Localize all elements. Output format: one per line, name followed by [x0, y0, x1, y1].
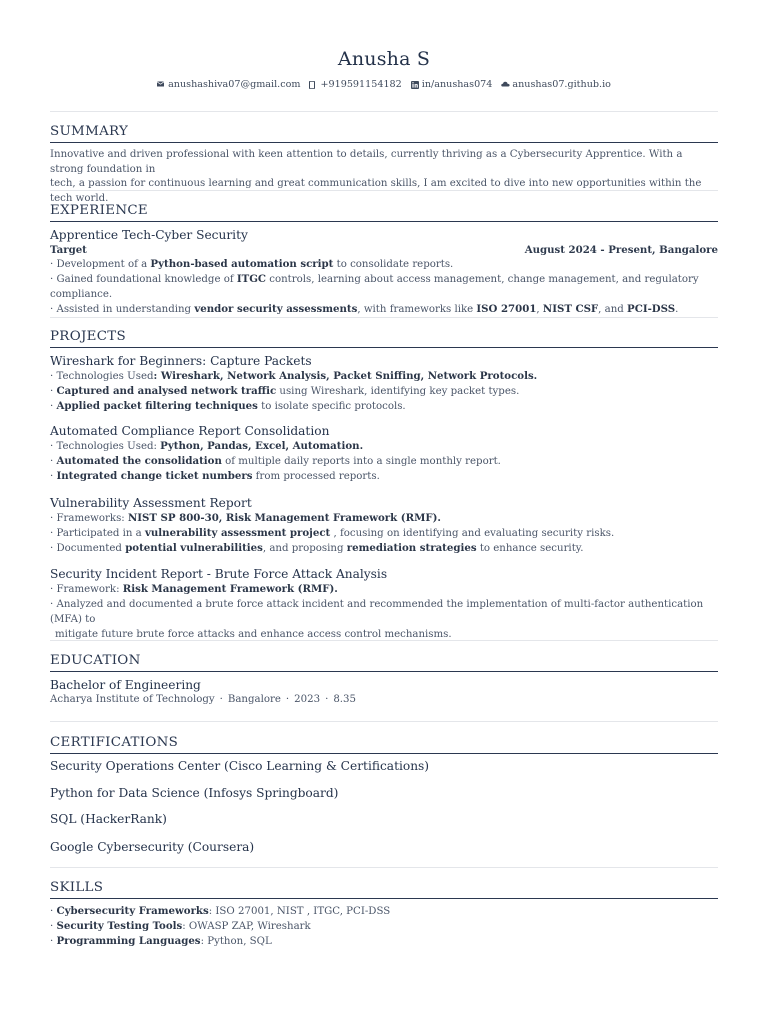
certification-item: Security Operations Center (Cisco Learning & Certifications) — [50, 759, 430, 773]
summary-text — [50, 148, 718, 206]
contact-website-text: anushas07.github.io — [512, 79, 611, 90]
institute-name: Acharya Institute of Technology — [50, 694, 215, 705]
list-item: · Frameworks: NIST SP 800-30, Risk Management Framework (RMF). — [50, 512, 441, 524]
list-item: · Cybersecurity Frameworks: ISO 27001, NIST , ITGC, PCI-DSS — [50, 905, 391, 917]
project-title: Security Incident Report - Brute Force Attack Analysis — [50, 567, 388, 581]
cloud-icon — [501, 81, 508, 88]
envelope-icon — [157, 81, 164, 88]
contact-bar — [50, 79, 718, 90]
job-date-location: August 2024 - Present, Bangalore — [524, 244, 718, 256]
list-item: · Gained foundational knowledge of ITGC controls, learning about access management, change management, and regulatory compliance. — [50, 273, 699, 300]
divider — [50, 721, 718, 722]
phone-icon — [309, 81, 316, 88]
divider — [50, 640, 718, 641]
linkedin-icon — [411, 81, 418, 88]
list-item: · Documented potential vulnerabilities, and proposing remediation strategies to enhance security. — [50, 542, 584, 554]
section-title-projects: PROJECTS — [50, 329, 718, 348]
section-title-skills: SKILLS — [50, 880, 718, 899]
list-item: · Security Testing Tools: OWASP ZAP, Wireshark — [50, 920, 311, 932]
list-item: · Development of a Python-based automation script to consolidate reports. — [50, 258, 454, 270]
list-item: · Captured and analysed network traffic using Wireshark, identifying key packet types. — [50, 385, 520, 397]
contact-website[interactable] — [501, 79, 611, 90]
education-year: 2023 — [294, 694, 321, 705]
divider — [50, 111, 718, 112]
education-score: 8.35 — [333, 694, 357, 705]
list-item: · Programming Languages: Python, SQL — [50, 935, 272, 947]
education-location: Bangalore — [227, 694, 281, 705]
summary-line: Innovative and driven professional with keen attention to details, currently thriving as a Cybersecurity Apprentice. With a strong foundation in — [50, 149, 683, 175]
contact-email-text: anushashiva07@gmail.com — [168, 79, 301, 90]
contact-linkedin[interactable] — [411, 79, 493, 90]
list-item: · Automated the consolidation of multiple daily reports into a single monthly report. — [50, 455, 501, 467]
project-entry — [50, 424, 718, 484]
contact-linkedin-text: in/anushas074 — [421, 79, 493, 90]
contact-phone-text: +919591154182 — [320, 79, 402, 90]
contact-phone[interactable] — [309, 79, 401, 90]
section-title-education: EDUCATION — [50, 653, 718, 672]
section-title-certifications: CERTIFICATIONS — [50, 735, 718, 754]
summary-line: tech, a passion for continuous learning and great communication skills, I am excited to dive into new opportunities within the tech world. — [50, 178, 702, 204]
certification-item: SQL (HackerRank) — [50, 812, 167, 826]
list-item: · Participated in a vulnerability assessment project , focusing on identifying and evaluating security risks. — [50, 527, 615, 539]
list-item: · Technologies Used: Wireshark, Network Analysis, Packet Sniffing, Network Protocols. — [50, 370, 538, 382]
skills-list — [50, 904, 718, 949]
divider — [50, 317, 718, 318]
divider — [50, 867, 718, 868]
project-entry — [50, 567, 718, 642]
list-item: · Assisted in understanding vendor security assessments, with frameworks like ISO 27001, NIST CSF, and PCI-DSS. — [50, 303, 679, 315]
project-entry — [50, 354, 718, 414]
list-item: · Analyzed and documented a brute force attack incident and recommended the implementation of multi-factor authentication (MFA) to mitigate future brute force attacks and enhance access control mechanisms. — [50, 599, 704, 640]
job-meta — [50, 243, 718, 257]
list-item: · Integrated change ticket numbers from processed reports. — [50, 470, 380, 482]
company-name: Target — [50, 244, 87, 256]
project-title: Vulnerability Assessment Report — [50, 496, 252, 510]
list-item: · Technologies Used: Python, Pandas, Excel, Automation. — [50, 440, 364, 452]
education-entry — [50, 678, 718, 707]
contact-email[interactable] — [157, 79, 300, 90]
list-item: · Framework: Risk Management Framework (RMF). — [50, 583, 338, 595]
certification-item: Python for Data Science (Infosys Springboard) — [50, 786, 339, 800]
project-title: Automated Compliance Report Consolidation — [50, 424, 330, 438]
certification-item: Google Cybersecurity (Coursera) — [50, 840, 255, 854]
section-title-summary: SUMMARY — [50, 124, 718, 143]
candidate-name: Anusha S — [337, 48, 431, 70]
job-title: Apprentice Tech-Cyber Security — [50, 228, 248, 242]
education-meta: Acharya Institute of Technology · Bangalore · 2023 · 8.35 — [50, 694, 357, 705]
degree-title: Bachelor of Engineering — [50, 678, 201, 692]
list-item: · Applied packet filtering techniques to isolate specific protocols. — [50, 400, 406, 412]
project-title: Wireshark for Beginners: Capture Packets — [50, 354, 312, 368]
project-entry — [50, 496, 718, 556]
section-title-experience: EXPERIENCE — [50, 203, 718, 222]
experience-entry — [50, 228, 718, 317]
divider — [50, 190, 718, 191]
